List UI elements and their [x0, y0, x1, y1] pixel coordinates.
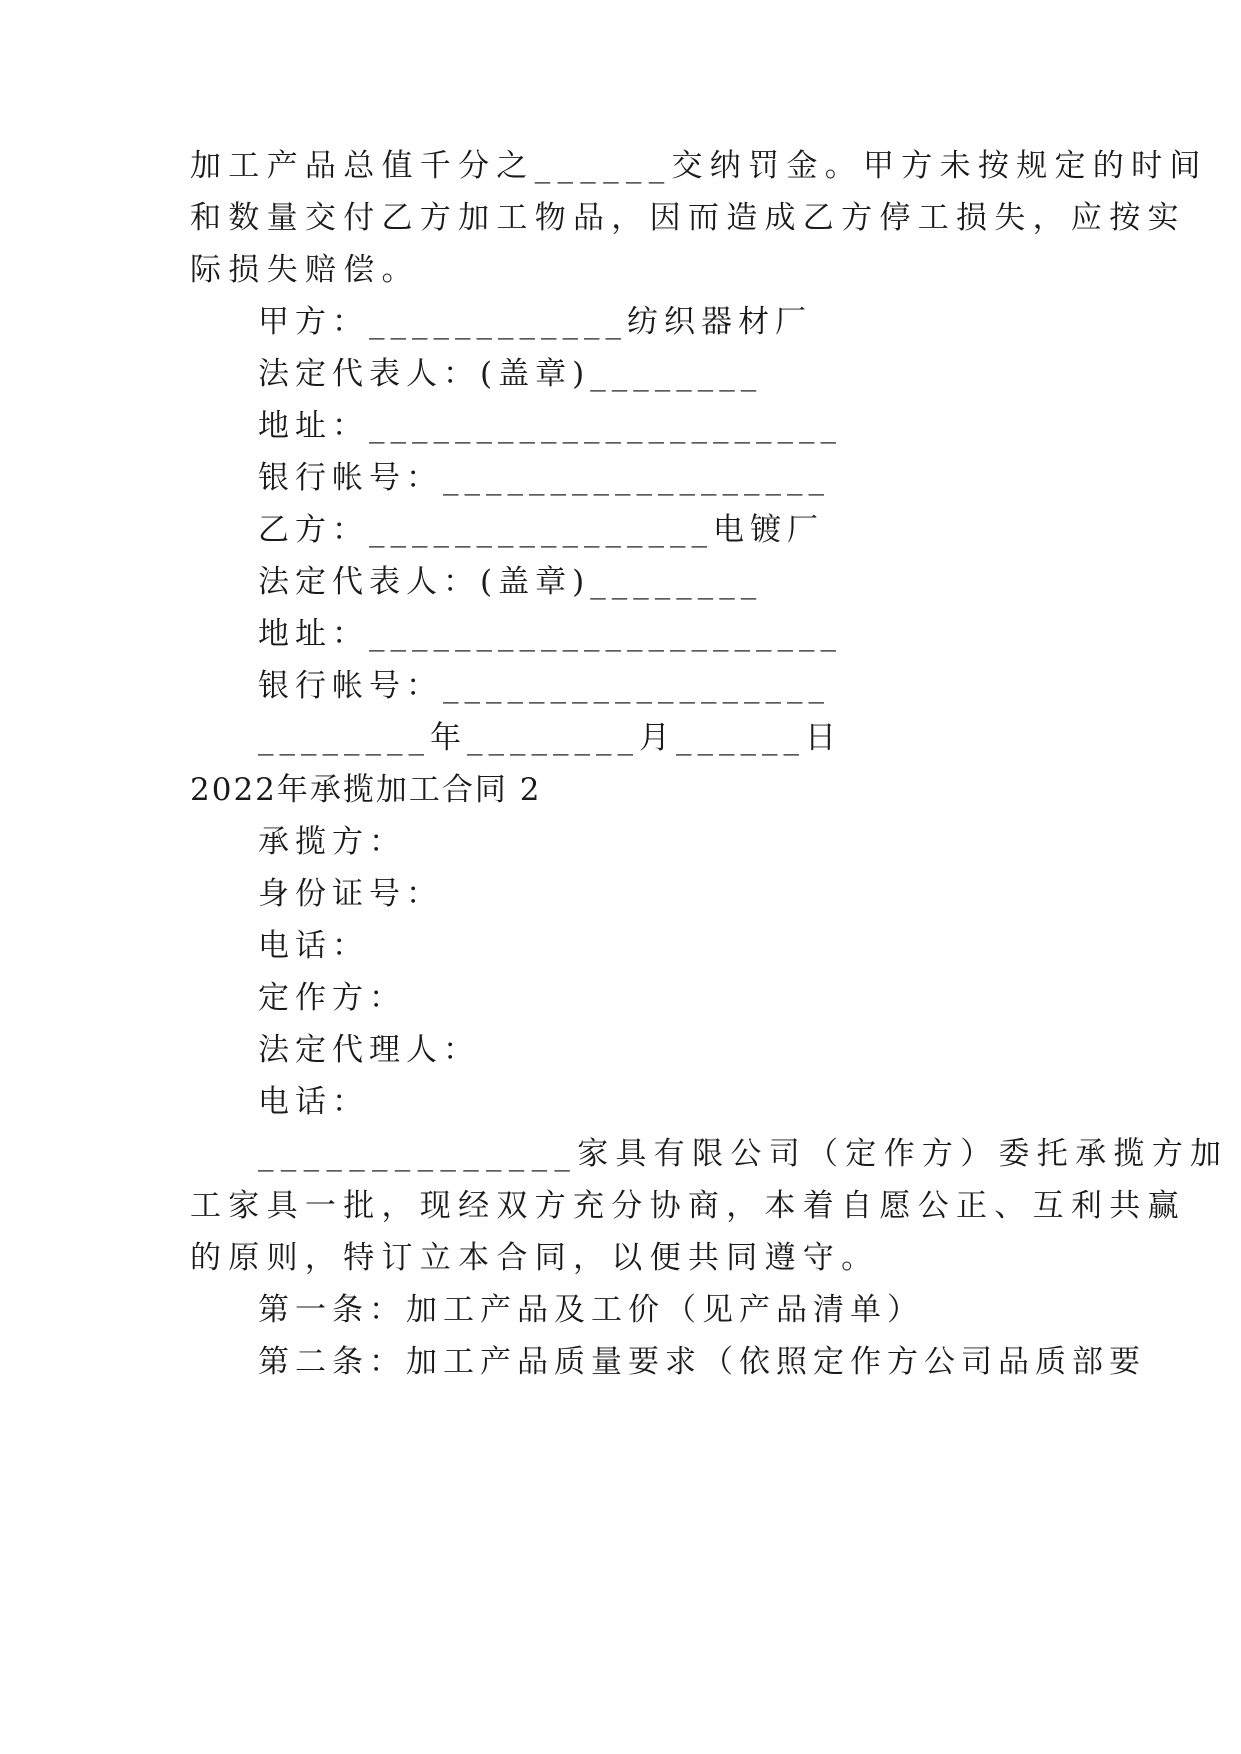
party-a-address: 地址：______________________: [258, 408, 842, 444]
party-a-bank-account: 银行帐号：__________________: [258, 460, 830, 496]
orderer-label: 定作方：: [258, 980, 406, 1016]
id-number-label: 身份证号：: [258, 876, 443, 912]
paragraph-line: 加工产品总值千分之______交纳罚金。甲方未按规定的时间: [190, 148, 1208, 184]
legal-agent-label: 法定代理人：: [258, 1032, 480, 1068]
phone-label: 电话：: [258, 928, 369, 964]
paragraph-line: ______________家具有限公司（定作方）委托承揽方加: [258, 1136, 1229, 1172]
contractor-label: 承揽方：: [258, 824, 406, 860]
contract-2-title: 2022年承揽加工合同 2: [190, 772, 542, 808]
phone-label: 电话：: [258, 1084, 369, 1120]
paragraph-line: 工家具一批，现经双方充分协商，本着自愿公正、互利共赢: [190, 1188, 1186, 1224]
article-1: 第一条：加工产品及工价（见产品清单）: [258, 1292, 924, 1328]
party-b-legal-rep: 法定代表人：(盖章)________: [258, 564, 763, 600]
paragraph-line: 的原则，特订立本合同，以便共同遵守。: [190, 1240, 880, 1276]
party-b-name: 乙方：________________电镀厂: [258, 512, 824, 548]
paragraph-line: 和数量交付乙方加工物品，因而造成乙方停工损失，应按实: [190, 200, 1186, 236]
date-line: ________年________月______日: [258, 720, 842, 756]
party-b-bank-account: 银行帐号：__________________: [258, 668, 830, 704]
article-2: 第二条：加工产品质量要求（依照定作方公司品质部要: [258, 1344, 1146, 1380]
party-b-address: 地址：______________________: [258, 616, 842, 652]
paragraph-line: 际损失赔偿。: [190, 252, 420, 288]
party-a-name: 甲方：____________纺织器材厂: [258, 304, 812, 340]
party-a-legal-rep: 法定代表人：(盖章)________: [258, 356, 763, 392]
